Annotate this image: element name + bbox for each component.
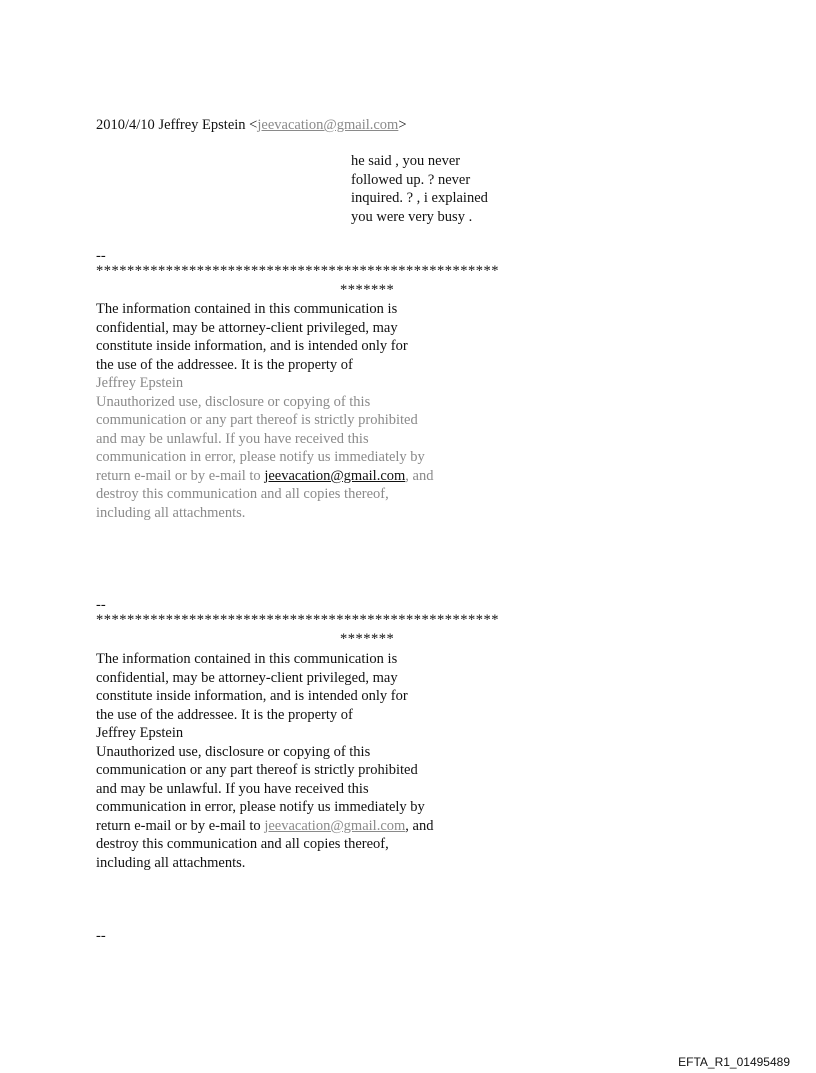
reply-line: inquired. ? , i explained xyxy=(351,190,488,206)
reply-line: followed up. ? never xyxy=(351,171,471,188)
disclaimer-line: Unauthorized use, disclosure or copying of this xyxy=(96,743,371,760)
signature-separator: -- xyxy=(96,597,106,613)
disclaimer-line: confidential, may be attorney-client privileged, may xyxy=(96,669,398,686)
email-line-prefix: return e-mail or by e-mail to xyxy=(96,467,265,484)
email-line-suffix: , and xyxy=(405,817,434,834)
disclaimer-line: Unauthorized use, disclosure or copying of this xyxy=(96,393,371,410)
stars-divider-short: ******* xyxy=(340,631,395,647)
disclaimer-line: constitute inside information, and is intended only for xyxy=(96,688,408,704)
disclaimer-line: confidential, may be attorney-client privileged, may xyxy=(96,319,398,336)
disclaimer-email-line xyxy=(96,817,433,836)
stars-divider-long: **************************************************** xyxy=(96,263,499,279)
reply-line: you were very busy . xyxy=(351,208,473,225)
email-header-line xyxy=(96,116,407,135)
sender-name: Jeffrey Epstein xyxy=(158,117,246,133)
disclaimer-line: Jeffrey Epstein xyxy=(96,725,184,741)
open-bracket: < xyxy=(249,117,258,133)
disclaimer-line: destroy this communication and all copies thereof, xyxy=(96,836,389,852)
disclaimer-line: The information contained in this communication is xyxy=(96,301,398,317)
disclaimer-email-line xyxy=(96,467,433,486)
disclaimer-line: communication in error, please notify us immediately by xyxy=(96,799,425,815)
disclaimer-email-link[interactable]: jeevacation@gmail.com xyxy=(264,817,406,834)
email-line-suffix: , and xyxy=(405,467,434,484)
stars-divider-long: **************************************************** xyxy=(96,612,499,628)
confidentiality-disclaimer-2 xyxy=(96,650,433,872)
close-bracket: > xyxy=(398,117,407,133)
disclaimer-line: constitute inside information, and is intended only for xyxy=(96,338,408,354)
disclaimer-line: Jeffrey Epstein xyxy=(96,375,184,391)
disclaimer-line: The information contained in this communication is xyxy=(96,651,398,667)
disclaimer-email-link[interactable]: jeevacation@gmail.com xyxy=(264,467,406,484)
disclaimer-line: and may be unlawful. If you have received this xyxy=(96,430,369,447)
disclaimer-line: the use of the addressee. It is the property of xyxy=(96,356,353,373)
disclaimer-line: the use of the addressee. It is the property of xyxy=(96,706,353,723)
disclaimer-line: and may be unlawful. If you have received this xyxy=(96,780,369,797)
signature-separator: -- xyxy=(96,928,106,944)
document-id: EFTA_R1_01495489 xyxy=(678,1055,790,1069)
disclaimer-line: including all attachments. xyxy=(96,504,246,521)
signature-separator: -- xyxy=(96,248,106,264)
reply-message xyxy=(351,152,488,226)
sender-email-link[interactable]: jeevacation@gmail.com xyxy=(257,117,399,133)
email-line-prefix: return e-mail or by e-mail to xyxy=(96,817,265,834)
disclaimer-line: communication or any part thereof is strictly prohibited xyxy=(96,762,418,778)
stars-divider-short: ******* xyxy=(340,282,395,298)
confidentiality-disclaimer-1 xyxy=(96,300,433,522)
reply-line: he said , you never xyxy=(351,153,461,169)
disclaimer-line: including all attachments. xyxy=(96,854,246,871)
disclaimer-line: communication or any part thereof is strictly prohibited xyxy=(96,412,418,428)
disclaimer-line: communication in error, please notify us immediately by xyxy=(96,449,425,465)
disclaimer-line: destroy this communication and all copies thereof, xyxy=(96,486,389,502)
email-date: 2010/4/10 xyxy=(96,117,155,133)
